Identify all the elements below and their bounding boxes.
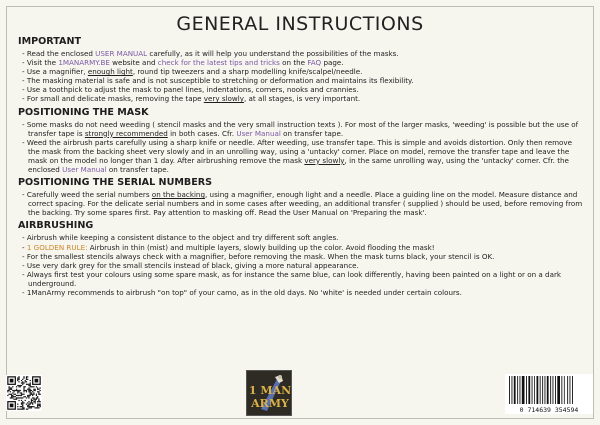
instruction-text: - Read the enclosed: [22, 49, 96, 58]
highlight-text: User Manual: [62, 165, 107, 175]
instruction-item: [18, 85, 586, 94]
instruction-item: [18, 190, 586, 217]
instruction-text: - Carefully weed the serial numbers: [22, 190, 152, 200]
highlight-text: FAQ: [307, 58, 322, 68]
instruction-item: [18, 94, 586, 103]
instruction-text: - 1ManArmy recommends to airbrush "on top" of your camo, as in the old days. No 'white' is needed under certain colours.: [22, 287, 462, 297]
instruction-text: - Use a magnifier,: [22, 67, 88, 77]
section-heading: IMPORTANT: [18, 36, 82, 47]
barcode-bars-icon: [505, 374, 593, 406]
emphasis-text: enough light: [87, 67, 133, 77]
highlight-text: check for the latest tips and tricks: [157, 58, 280, 68]
instruction-text: , at all stages, is very important.: [243, 94, 361, 104]
emphasis-text: very slowly: [203, 94, 244, 104]
instruction-text: - Use a toothpick to adjust the mask to panel lines, indentations, corners, nooks and crannies.: [22, 85, 359, 95]
page-title: GENERAL INSTRUCTIONS: [176, 13, 424, 35]
instruction-item: [18, 288, 586, 297]
instruction-text: Airbrush in thin (mist) and multiple layers, slowly building up the color. Avoid flooding the mask!: [87, 242, 435, 252]
instruction-text: - The masking material is safe and is not susceptible to stretching or deformation and maintains its flexibility.: [22, 76, 414, 86]
instruction-text: carefully, as it will help you understand the possibilities of the masks.: [147, 49, 399, 58]
highlight-text: User Manual: [236, 128, 281, 138]
instruction-text: - Use very dark grey for the small stencils instead of black, giving a more natural appearance.: [22, 260, 359, 270]
brand-logo: [246, 370, 292, 416]
emphasis-text: on the backing: [151, 190, 205, 200]
logo-text-line1: 1 MAN: [248, 384, 292, 397]
highlight-text: 1MANARMY.BE: [58, 58, 110, 68]
instruction-text: on the: [279, 58, 308, 68]
instruction-item: [18, 243, 586, 252]
instruction-text: on transfer tape.: [106, 165, 169, 175]
section-heading: POSITIONING THE SERIAL NUMBERS: [18, 177, 213, 189]
instruction-text: - Airbrush while keeping a consistent distance to the object and try different soft angles.: [22, 233, 339, 243]
section-heading: POSITIONING THE MASK: [18, 106, 149, 118]
qr-code-icon: [6, 375, 42, 411]
instruction-text: website and: [109, 58, 158, 68]
instruction-item: [18, 58, 586, 67]
instruction-text: - Weed the airbrush parts carefully using a sharp knife or needle. After weeding, use transfer tape. This is simple and avoids distortion. Only then remove the mask from the backing sheet very slowly and in an unrolling way, using a 'untacky' corner. Place on model, remove the transfer tape and leave the mask on the model no longer than 1 day. After airbrushing remove the mask: [22, 137, 573, 165]
instructions-content: [18, 33, 586, 297]
instruction-item: [18, 261, 586, 270]
instruction-item: [18, 233, 586, 242]
instruction-item: [18, 252, 586, 261]
instruction-item: [18, 67, 586, 76]
emphasis-text: strongly recommended: [84, 128, 168, 138]
section-heading: AIRBRUSHING: [18, 220, 94, 232]
instruction-text: page.: [321, 58, 344, 68]
instruction-item: [18, 76, 586, 85]
instruction-text: , round tip tweezers and a sharp modelling knife/scalpel/needle.: [132, 67, 363, 77]
instruction-text: in both cases. Cfr.: [167, 128, 237, 138]
instruction-text: - Some masks do not need weeding ( stencil masks and the very small instruction texts ). For most of the larger masks, 'weeding' is possible but the use of transfer tape is: [22, 119, 579, 138]
instruction-text: , using a magnifier, enough light and a needle. Place a guiding line on the model. Measure distance and correct spacing. For the delicate serial numbers and in some cases after weeding, an additional transfer ( supplied ) should be used, before removing from the backing. Try some spares first. Pay attention to masking off. Read the User Manual on 'Preparing the mask'.: [28, 190, 583, 218]
instruction-item: [18, 120, 586, 138]
instruction-text: -: [22, 242, 27, 252]
emphasis-text: very slowly: [304, 155, 345, 165]
logo-text-line2: ARMY: [251, 397, 289, 410]
instruction-text: on transfer tape.: [280, 128, 344, 138]
instruction-text: - For small and delicate masks, removing the tape: [22, 94, 204, 104]
barcode-number: 0 714639 354594: [505, 406, 593, 414]
barcode: [505, 374, 593, 414]
instruction-item: [18, 138, 586, 174]
instruction-text: , in the same unrolling way, using the 'untacky' corner. Cfr. the enclosed: [28, 155, 569, 175]
instruction-text: - For the smallest stencils always check with a magnifier, before removing the mask. When the mask turns black, your stencil is OK.: [22, 251, 495, 261]
instruction-item: [18, 49, 586, 58]
instruction-text: - Visit the: [22, 58, 59, 68]
highlight-text: USER MANUAL: [95, 49, 148, 58]
instruction-item: [18, 270, 586, 288]
highlight-text: 1 GOLDEN RULE:: [26, 242, 88, 252]
instruction-text: - Always first test your colours using some spare mask, as for instance the same blue, can look differently, having been painted on a light or on a dark underground.: [22, 269, 562, 288]
